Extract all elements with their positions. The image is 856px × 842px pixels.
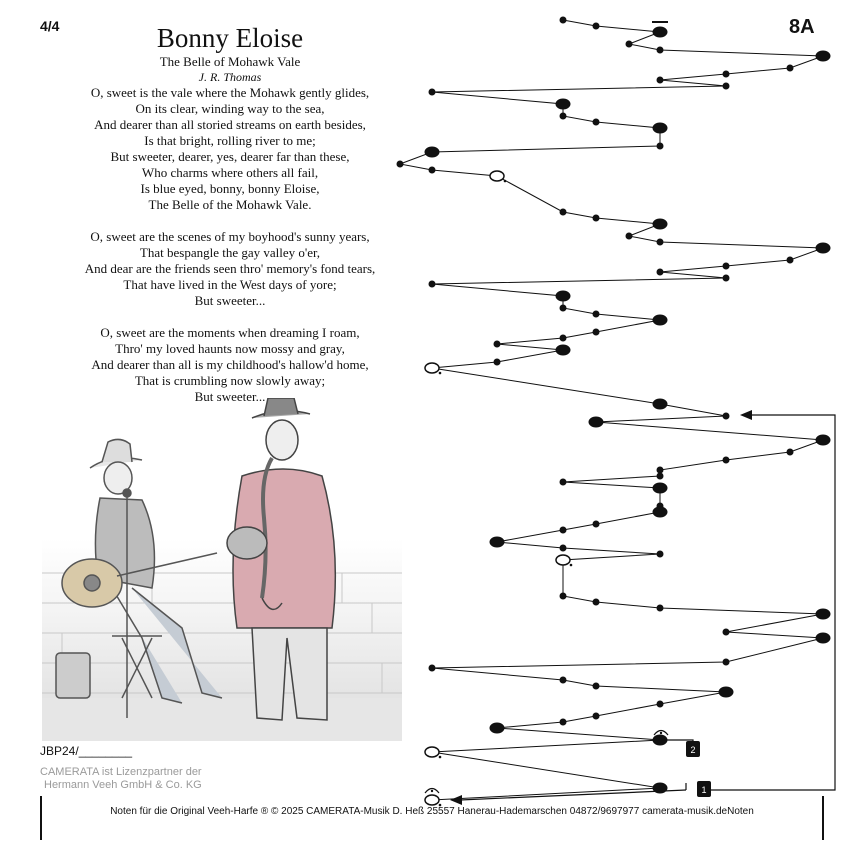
note-head bbox=[653, 219, 668, 230]
note-head bbox=[723, 83, 730, 90]
note-head bbox=[816, 243, 831, 254]
note-head bbox=[560, 719, 567, 726]
half-note-head bbox=[425, 363, 439, 373]
lyric-line: That is crumbling now slowly away; bbox=[134, 373, 326, 388]
note-head bbox=[425, 147, 440, 158]
note-head bbox=[723, 457, 730, 464]
lyric-line: Is that bright, rolling river to me; bbox=[144, 133, 316, 148]
license-line: Hermann Veeh GmbH & Co. KG bbox=[44, 779, 202, 791]
note-head bbox=[593, 713, 600, 720]
note-head bbox=[560, 527, 567, 534]
note-head bbox=[723, 629, 730, 636]
note-head bbox=[787, 449, 794, 456]
note-head bbox=[653, 123, 668, 134]
note-head bbox=[429, 665, 436, 672]
duration-dot bbox=[504, 180, 507, 183]
song-subtitle: The Belle of Mohawk Vale bbox=[159, 54, 301, 69]
note-head bbox=[593, 119, 600, 126]
song-author: J. R. Thomas bbox=[198, 70, 262, 84]
note-head bbox=[490, 537, 505, 548]
ending-label: 1 bbox=[701, 785, 707, 795]
note-head bbox=[723, 275, 730, 282]
note-head bbox=[429, 89, 436, 96]
note-head bbox=[816, 609, 831, 620]
repeat-arrow-head bbox=[740, 410, 752, 420]
note-head bbox=[816, 633, 831, 644]
footer-text: Noten für die Original Veeh-Harfe ® © 2025 CAMERATA-Musik D. Heß 25557 Hanerau-Hademarschen 04872/9697977 camerata-musik.deNoten bbox=[110, 806, 754, 817]
lyric-line: O, sweet is the vale where the Mohawk gently glides, bbox=[90, 85, 370, 100]
note-head bbox=[490, 723, 505, 734]
license-line: CAMERATA ist Lizenzpartner der bbox=[40, 766, 202, 778]
lyric-line: Is blue eyed, bonny, bonny Eloise, bbox=[140, 181, 320, 196]
note-head bbox=[560, 17, 567, 24]
lyric-line: Who charms where others all fail, bbox=[141, 165, 319, 180]
note-head bbox=[560, 335, 567, 342]
repeat-lines bbox=[460, 415, 835, 800]
note-head bbox=[657, 77, 664, 84]
note-head bbox=[593, 215, 600, 222]
note-head bbox=[560, 545, 567, 552]
note-head bbox=[657, 701, 664, 708]
note-head bbox=[719, 687, 734, 698]
lyric-line: That have lived in the West days of yore; bbox=[123, 277, 337, 292]
note-head bbox=[723, 71, 730, 78]
note-head bbox=[494, 341, 501, 348]
lyric-line: That bespangle the gay valley o'er, bbox=[139, 245, 321, 260]
note-head bbox=[723, 263, 730, 270]
lyric-line: The Belle of the Mohawk Vale. bbox=[148, 197, 312, 212]
note-head bbox=[653, 27, 668, 38]
note-head bbox=[560, 209, 567, 216]
note-head bbox=[626, 233, 633, 240]
note-head bbox=[653, 315, 668, 326]
sheet-id: 8A bbox=[789, 16, 815, 38]
duration-dot bbox=[439, 804, 442, 807]
lyric-line: And dearer than all storied streams on earth besides, bbox=[94, 117, 366, 132]
note-head bbox=[560, 305, 567, 312]
note-head bbox=[657, 551, 664, 558]
note-head bbox=[626, 41, 633, 48]
note-head bbox=[589, 417, 604, 428]
repeat-arrow-head bbox=[450, 795, 462, 805]
note-head bbox=[723, 413, 730, 420]
note-head bbox=[556, 291, 571, 302]
lyric-line: But sweeter... bbox=[194, 293, 266, 308]
note-head bbox=[593, 683, 600, 690]
note-head bbox=[429, 281, 436, 288]
note-head bbox=[494, 359, 501, 366]
note-head bbox=[593, 329, 600, 336]
note-head bbox=[657, 467, 664, 474]
melody-path bbox=[400, 20, 823, 800]
note-head bbox=[560, 479, 567, 486]
duration-dot bbox=[439, 372, 442, 375]
note-head bbox=[787, 257, 794, 264]
half-note-head bbox=[490, 171, 504, 181]
note-head bbox=[657, 47, 664, 54]
melody-line bbox=[400, 20, 823, 800]
lyric-line: But sweeter... bbox=[194, 389, 266, 404]
lyric-line: O, sweet are the scenes of my boyhood's sunny years, bbox=[90, 229, 370, 244]
catalog-number: JBP24/________ bbox=[40, 744, 133, 758]
note-head bbox=[560, 593, 567, 600]
note-head bbox=[787, 65, 794, 72]
note-head bbox=[653, 507, 668, 518]
note-head bbox=[657, 143, 664, 150]
lyric-line: On its clear, winding way to the sea, bbox=[135, 101, 325, 116]
note-head bbox=[653, 399, 668, 410]
lyric-line: And dearer than all is my childhood's hallow'd home, bbox=[91, 357, 369, 372]
note-head bbox=[593, 23, 600, 30]
half-note-head bbox=[556, 555, 570, 565]
note-head bbox=[397, 161, 404, 168]
half-note-head bbox=[425, 795, 439, 805]
note-heads bbox=[397, 17, 831, 807]
lyric-line: But sweeter, dearer, yes, dearer far than these, bbox=[110, 149, 350, 164]
note-head bbox=[560, 113, 567, 120]
ending-label: 2 bbox=[690, 745, 696, 755]
duration-dot bbox=[570, 564, 573, 567]
note-head bbox=[556, 345, 571, 356]
half-note-head bbox=[425, 747, 439, 757]
note-head bbox=[593, 599, 600, 606]
lyric-line: And dear are the friends seen thro' memory's fond tears, bbox=[84, 261, 376, 276]
note-head bbox=[593, 311, 600, 318]
time-signature: 4/4 bbox=[40, 18, 60, 34]
duration-dot bbox=[439, 756, 442, 759]
lyric-line: O, sweet are the moments when dreaming I roam, bbox=[100, 325, 360, 340]
note-head bbox=[816, 435, 831, 446]
note-head bbox=[816, 51, 831, 62]
note-head bbox=[657, 239, 664, 246]
note-head bbox=[560, 677, 567, 684]
note-head bbox=[556, 99, 571, 110]
note-head bbox=[429, 167, 436, 174]
song-title: Bonny Eloise bbox=[156, 23, 304, 53]
lyric-line: Thro' my loved haunts now mossy and gray, bbox=[115, 341, 345, 356]
note-head bbox=[593, 521, 600, 528]
note-head bbox=[657, 605, 664, 612]
note-head bbox=[723, 659, 730, 666]
note-head bbox=[657, 473, 664, 480]
note-head bbox=[653, 483, 668, 494]
note-head bbox=[657, 269, 664, 276]
